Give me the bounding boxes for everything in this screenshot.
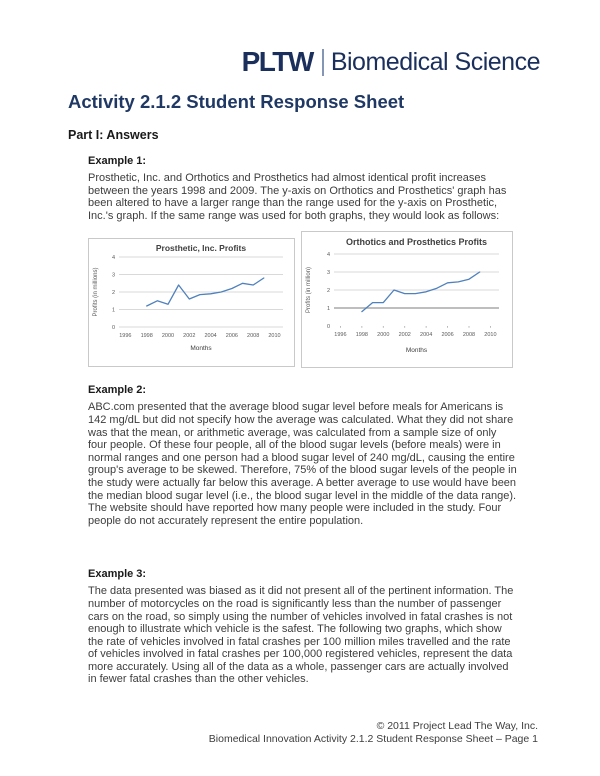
prosthetic-profits-chart: [88, 238, 295, 367]
svg-text:2000: 2000: [377, 332, 390, 339]
example-3-body: The data presented was biased as it did not present all of the pertinent information. The number of motorcycles on the road is significantly less than the number of passenger cars on the road, so simply using the number of vehicles involved in fatal crashes is not enough to illustrate which vehicle is the safest. The following two graphs, which show the rate of vehicles involved in fatal crashes per 100 million miles travelled and the rate of vehicles involved in fatal crashes per 100,000 registered vehicles, represent the data more accurately. Using all of the data as a whole, passenger cars are actually involved in fewer fatal crashes than the other vehicles.: [88, 585, 514, 686]
svg-text:Months: Months: [190, 345, 212, 353]
svg-text:1996: 1996: [119, 333, 132, 340]
svg-text:2010: 2010: [484, 332, 497, 339]
example-3-heading: Example 3:: [88, 568, 147, 581]
example-1-heading: Example 1:: [88, 155, 147, 167]
svg-text:Prosthetic, Inc. Profits: Prosthetic, Inc. Profits: [155, 243, 247, 254]
svg-text:2002: 2002: [183, 333, 196, 340]
svg-text:3: 3: [326, 270, 330, 277]
example-2-section: [88, 384, 518, 527]
svg-text:1: 1: [326, 306, 330, 313]
svg-text:4: 4: [111, 255, 115, 262]
part-heading: Part I: Answers: [68, 128, 159, 142]
svg-text:2: 2: [326, 288, 330, 295]
svg-text:2004: 2004: [420, 332, 433, 339]
svg-text:Profits (in million): Profits (in million): [306, 267, 312, 314]
svg-text:2006: 2006: [225, 333, 239, 340]
svg-text:1996: 1996: [334, 332, 347, 339]
svg-text:2006: 2006: [441, 332, 454, 339]
svg-text:0: 0: [111, 325, 115, 332]
page-footer: [209, 720, 538, 746]
svg-text:4: 4: [326, 252, 330, 259]
svg-text:Orthotics and Prosthetics Prof: Orthotics and Prosthetics Profits: [345, 237, 488, 248]
example-2-heading: Example 2:: [88, 384, 147, 397]
example-3-section: [88, 568, 518, 686]
example-1-section: [88, 155, 518, 222]
svg-text:2010: 2010: [268, 333, 281, 340]
svg-text:2004: 2004: [204, 333, 217, 340]
svg-text:3: 3: [111, 272, 115, 279]
pltw-logo: [0, 0, 540, 78]
pltw-logo-division: Biomedical Science: [330, 47, 540, 76]
pltw-logo-brand: PLTW: [241, 46, 313, 77]
charts-row: [88, 231, 600, 368]
footer-doc-id: Biomedical Innovation Activity 2.1.2 Student Response Sheet – Page 1: [208, 732, 538, 745]
orthotics-profits-line-plot: [302, 232, 512, 362]
svg-text:2000: 2000: [161, 333, 175, 340]
logo-divider: [322, 49, 324, 76]
svg-text:0: 0: [326, 324, 330, 331]
svg-text:1: 1: [111, 307, 115, 314]
orthotics-profits-chart: [301, 231, 513, 368]
svg-text:Profits (in millions): Profits (in millions): [93, 267, 99, 317]
page-title: Activity 2.1.2 Student Response Sheet: [68, 91, 405, 112]
svg-text:1998: 1998: [355, 332, 368, 339]
svg-text:2008: 2008: [247, 333, 260, 340]
svg-text:2008: 2008: [462, 332, 476, 339]
svg-text:2002: 2002: [398, 332, 411, 339]
example-1-body: Prosthetic, Inc. and Orthotics and Prosthetics had almost identical profit increases between the years 1998 and 2009. The y-axis on Orthotics and Prosthetics' graph has been altered to have a larger range than the range used for the y-axis on Prosthetic, Inc.'s graph. If the same range was used for both graphs, they would look as follows:: [88, 172, 507, 222]
footer-copyright: © 2011 Project Lead The Way, Inc.: [376, 720, 538, 732]
svg-text:1998: 1998: [140, 333, 153, 340]
svg-text:Months: Months: [405, 347, 428, 355]
example-2-body: ABC.com presented that the average blood sugar level before meals for Americans is 142 mg/dL but did not specify how the average was calculated. What they did not share was that the mean, or arithmetic average, was calculated from a sample size of only four people. Of these four people, all of the blood sugar levels (before meals) were in normal ranges and one person had a blood sugar level of 240 mg/dL, causing the entire group's average to be skewed. Therefore, 75% of the blood sugar levels of the people in the study were actually far below this average. A better average to use would have been the median blood sugar level (i.e., the blood sugar level in the middle of the data range). The website should have reported how many people were included in the study. Four people do not accurately represent the entire population.: [88, 401, 517, 527]
prosthetic-profits-line-plot: [89, 239, 294, 361]
svg-text:2: 2: [111, 290, 115, 297]
